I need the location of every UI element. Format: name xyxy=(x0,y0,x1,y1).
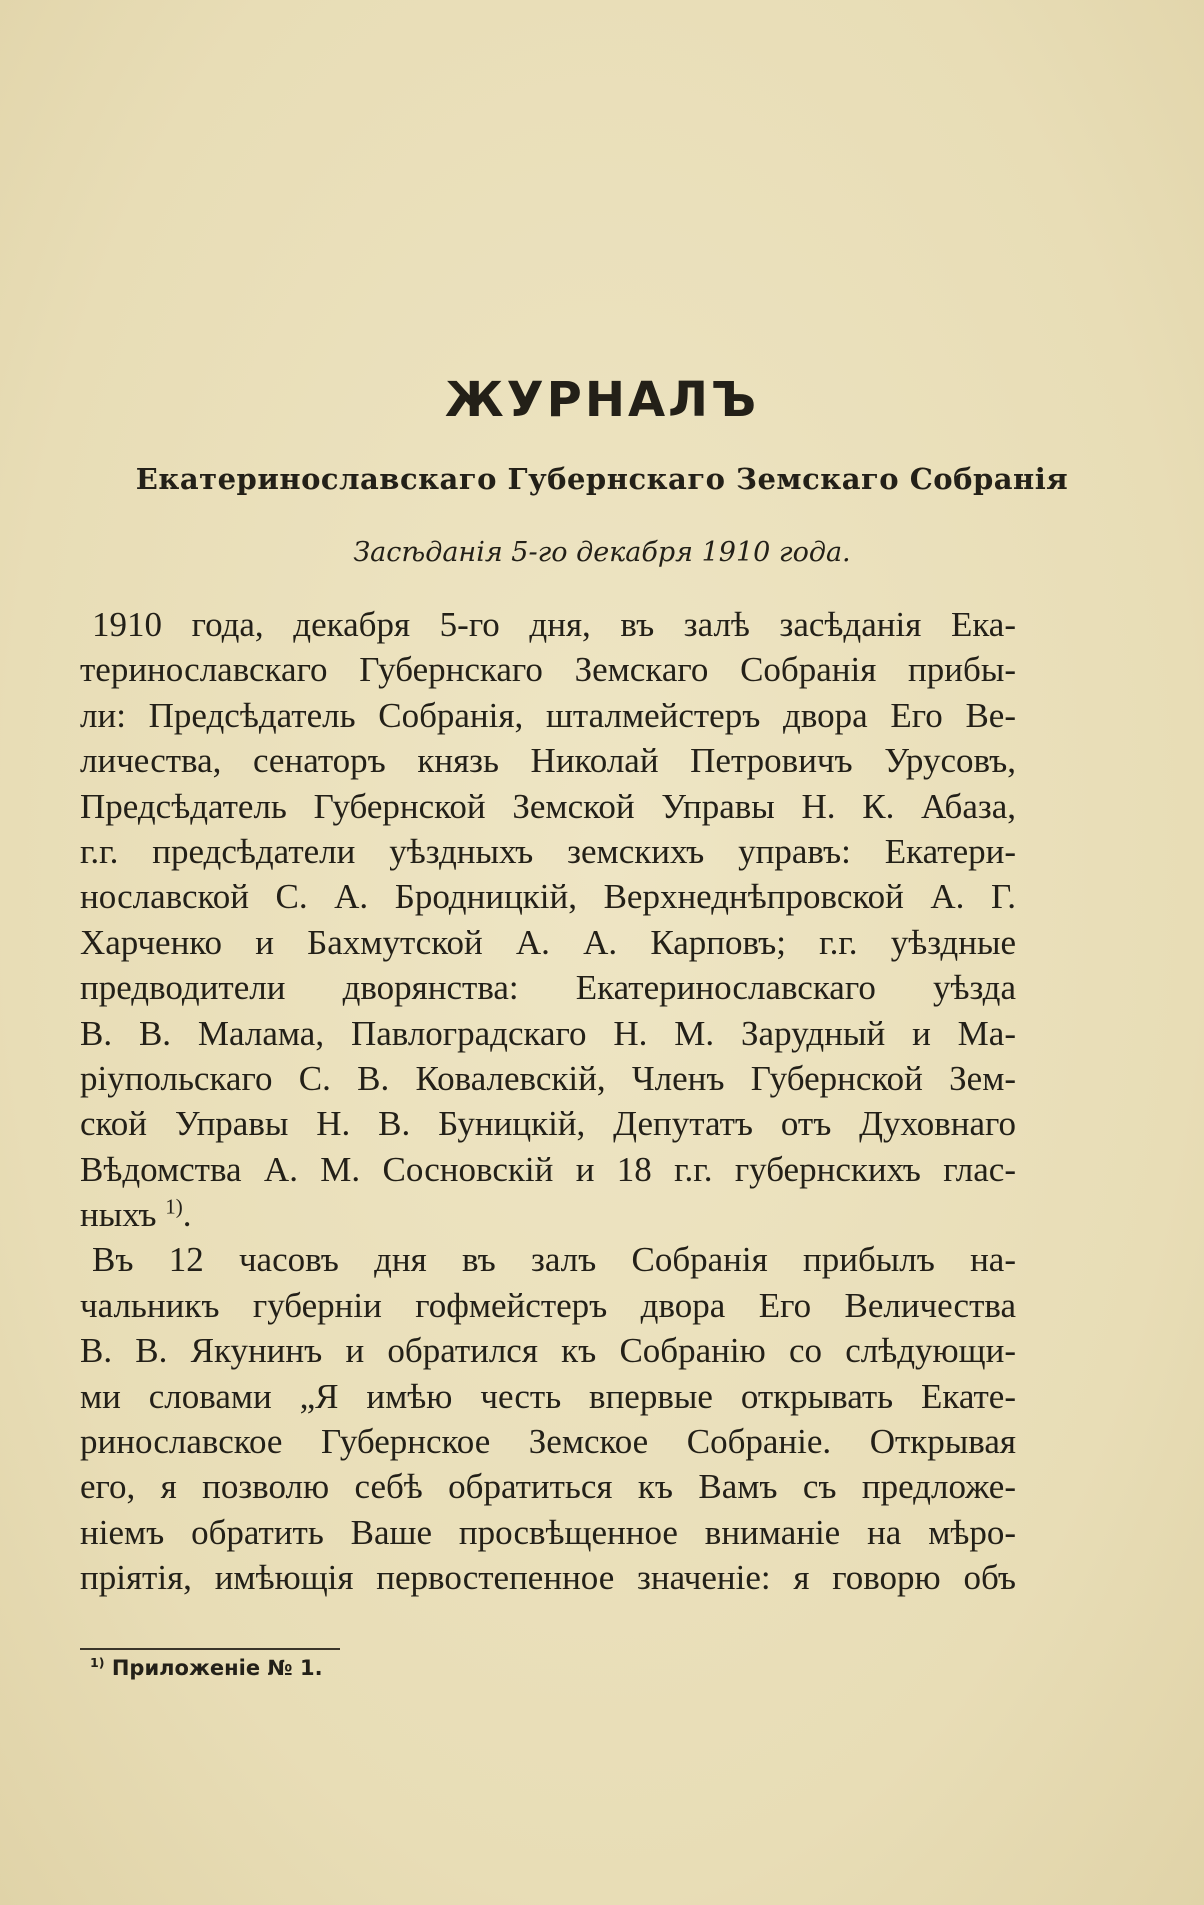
paragraph-2 xyxy=(80,1237,1016,1600)
text-line: ринославское Губернское Земское Собраніе. Открывая xyxy=(80,1422,1016,1462)
text-line: 1910 года, декабря 5-го дня, въ залѣ засѣданія Ека- xyxy=(92,605,1016,644)
text-line: ніемъ обратить Ваше просвѣщенное вниманіе на мѣро- xyxy=(80,1512,1016,1552)
text-line: Въ 12 часовъ дня въ залъ Собранія прибылъ на- xyxy=(92,1240,1016,1280)
text-line: В. В. Якунинъ и обратился къ Собранію со слѣдующи- xyxy=(80,1331,1016,1371)
text-line: ской Управы Н. В. Буницкій, Депутатъ отъ Духовнаго xyxy=(80,1104,1016,1144)
text-line: ли: Предсѣдатель Собранія, шталмейстеръ двора Его Ве- xyxy=(80,695,1016,735)
session-date: Засѣданія 5-го декабря 1910 года. xyxy=(353,537,851,568)
footnote-text: Приложеніе № 1. xyxy=(111,1656,323,1680)
text-line: нославской С. А. Бродницкій, Верхнеднѣпровской А. Г. xyxy=(80,877,1016,917)
footnote-reference: 1) xyxy=(165,1194,183,1219)
assembly-subtitle: Екатеринославскаго Губернскаго Земскаго Собранія xyxy=(135,462,1069,496)
text-line: чальникъ губерніи гофмейстеръ двора Его Величества xyxy=(80,1285,1016,1325)
text-line: ріупольскаго С. В. Ковалевскій, Членъ Губернской Зем- xyxy=(80,1058,1016,1098)
text-line: Предсѣдатель Губернской Земской Управы Н. К. Абаза, xyxy=(80,786,1016,826)
footnote-divider xyxy=(80,1648,340,1650)
body-text xyxy=(80,602,1016,1601)
text-line: его, я позволю себѣ обратиться къ Вамъ съ предложе- xyxy=(80,1467,1016,1507)
paragraph-1 xyxy=(80,602,1016,1237)
text-line: пріятія, имѣющія первостепенное значеніе: я говорю объ xyxy=(80,1558,1016,1598)
footnote-mark: 1) xyxy=(90,1655,105,1670)
text-fragment: ныхъ xyxy=(80,1195,157,1235)
text-line: Вѣдомства А. М. Сосновскій и 18 г.г. губернскихъ глас- xyxy=(80,1149,1016,1189)
text-line: г.г. предсѣдатели уѣздныхъ земскихъ управъ: Екатери- xyxy=(80,831,1016,871)
text-line: предводители дворянства: Екатеринославскаго уѣзда xyxy=(80,968,1016,1008)
text-line: Харченко и Бахмутской А. А. Карповъ; г.г. уѣздные xyxy=(80,922,1016,962)
text-line-last: ныхъ $^{1)}$. xyxy=(80,1194,192,1235)
footnote xyxy=(90,1656,323,1680)
text-line: В. В. Малама, Павлоградскаго Н. М. Зарудный и Ма- xyxy=(80,1013,1016,1053)
journal-title: ЖУРНАЛЪ xyxy=(444,372,760,428)
text-line: личества, сенаторъ князь Николай Петровичъ Урусовъ, xyxy=(80,741,1016,781)
text-line: теринославскаго Губернскаго Земскаго Собранія прибы- xyxy=(80,650,1016,690)
text-line: ми словами „Я имѣю честь впервые открывать Екате- xyxy=(80,1376,1016,1416)
